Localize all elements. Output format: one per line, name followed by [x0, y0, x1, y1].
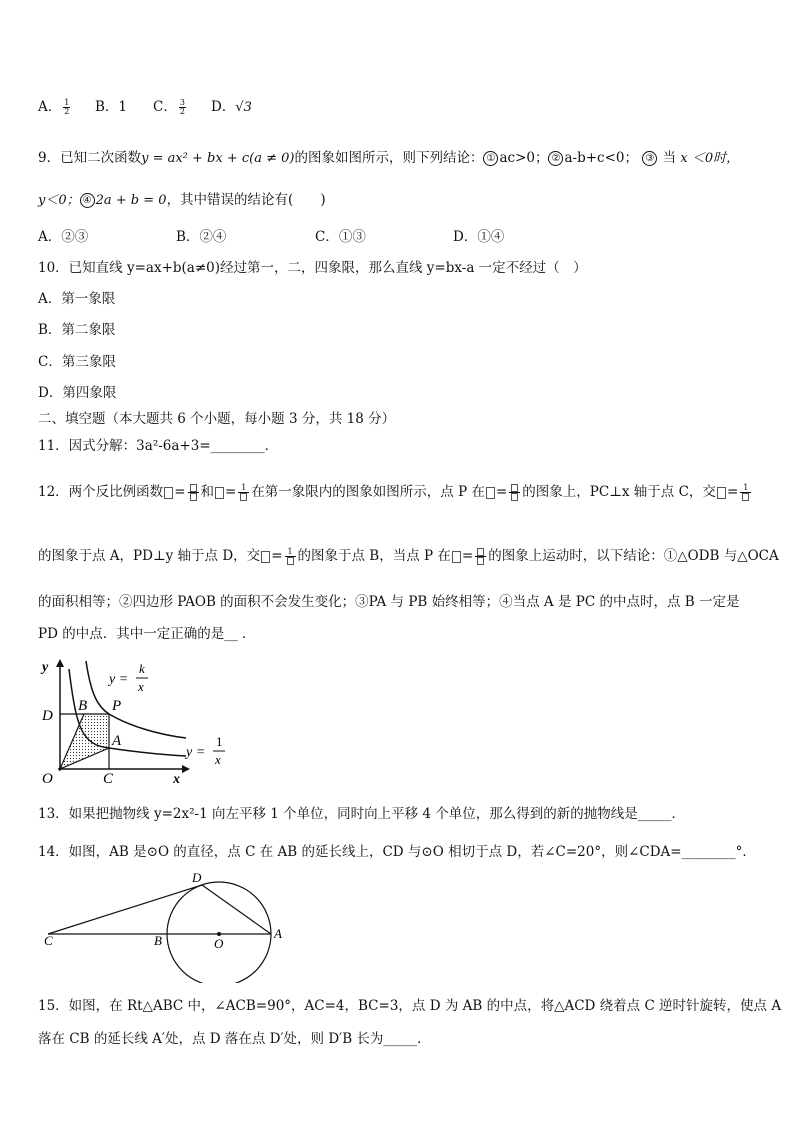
q9-option-d[interactable]: D．①④ [453, 229, 505, 245]
curve-k-lhs: y = [109, 672, 129, 687]
q10-option-a[interactable]: A．第一象限 [38, 291, 116, 307]
conclusion-3-marker: ③ [642, 151, 657, 166]
q8-option-d[interactable] [211, 97, 252, 118]
point-c-label: C [103, 771, 114, 785]
curve-1-lhs: y = [186, 745, 206, 760]
point-o-label: O [214, 936, 224, 951]
q8-option-c-label: C． [153, 99, 177, 115]
x-axis-arrow [182, 765, 190, 773]
point-b-label: B [154, 933, 162, 948]
tangent-cd [48, 885, 202, 934]
placeholder-glyph [164, 487, 173, 499]
q10-option-c[interactable]: C．第三象限 [38, 354, 116, 370]
q9-option-a[interactable]: A．②③ [38, 229, 89, 245]
chord-da [202, 885, 271, 934]
q12-line2: 的图象于点 A，PD⊥y 轴于点 D，交 = 1 的图象于点 B，当点 P 在 = 的图象上运动时，以下结论：①△ODB 与△OCA [38, 547, 779, 564]
q10-option-b[interactable]: B．第二象限 [38, 322, 116, 338]
q12-line1: 12．两个反比例函数 = 和 = 1 在第一象限内的图象如图所示，点 P 在 = 的图象上，PC⊥x 轴于点 C，交 = 1 [38, 482, 753, 502]
q9-option-c[interactable]: C．①③ [315, 229, 366, 245]
section-heading: 二、填空题（本大题共 6 个小题，每小题 3 分，共 18 分） [38, 411, 396, 427]
curve-1-den: x [215, 752, 221, 767]
point-c-label: C [44, 933, 53, 948]
q12-line3: 的面积相等；②四边形 PAOB 的面积不会发生变化；③PA 与 PB 始终相等；④当点 A 是 PC 的中点时，点 B 一定是 [38, 594, 740, 610]
q8-option-c-fraction: $\frac{3}{2}$ [179, 98, 185, 116]
curve-k-den: x [138, 679, 144, 694]
q11-text: 11．因式分解：3a²-6a+3=________． [38, 438, 279, 454]
q8-option-c[interactable] [153, 97, 188, 117]
q12-line4: PD 的中点．其中一定正确的是__ ． [38, 626, 256, 642]
point-a-label: A [274, 926, 282, 941]
y-axis-label: y [42, 660, 49, 675]
curve-1-num: 1 [216, 734, 223, 749]
conclusion-1-marker: ① [483, 151, 498, 166]
curve-k-num: k [139, 661, 145, 676]
origin-label: O [42, 771, 53, 785]
conclusion-2-marker: ② [548, 151, 563, 166]
q12-figure [36, 655, 236, 785]
q10-stem: 10．已知直线 y=ax+b(a≠0)经过第一，二，四象限，那么直线 y=bx-a 一定不经过（ ） [38, 260, 587, 276]
q14-figure [38, 868, 298, 983]
q13-text: 13．如果把抛物线 y=2x²-1 向左平移 1 个单位，同时向上平移 4 个单位，那么得到的新的抛物线是_____． [38, 806, 686, 822]
point-b-label: B [78, 698, 88, 714]
q9-option-b[interactable]: B．②④ [176, 229, 227, 245]
q8-option-a-fraction: $\frac{1}{2}$ [64, 98, 70, 116]
q9-stem-line2: y＜0； ④ 2a + b = 0，其中错误的结论有( ) [38, 192, 326, 208]
point-a-label: A [112, 733, 122, 749]
y-axis-arrow [56, 659, 64, 667]
point-p-label: P [112, 698, 122, 714]
q9-function: y = ax² + bx + c(a ≠ 0) [141, 151, 295, 166]
point-d-label: D [192, 870, 202, 885]
x-axis-label: x [173, 772, 180, 785]
point-d-label: D [42, 708, 53, 724]
q9-stem-line1: 9．已知二次函数y = ax² + bx + c(a ≠ 0)的图象如图所示，则下列结论： ① ac>0； ② a-b+c<0； ③ 当 x ＜0时， [38, 150, 740, 166]
q10-option-d[interactable]: D．第四象限 [38, 385, 117, 401]
q8-option-b[interactable]: B．1 [95, 99, 128, 115]
q15-line2: 落在 CB 的延长线 A′处，点 D 落在点 D′处，则 D′B 长为_____． [38, 1031, 431, 1047]
q8-option-d-sqrt: √3 [235, 100, 252, 115]
q8-option-a[interactable] [38, 97, 72, 117]
shaded-quadrilateral [60, 714, 109, 769]
q15-line1: 15．如图，在 Rt△ABC 中，∠ACB=90°，AC=4，BC=3，点 D 为 AB 的中点，将△ACD 绕着点 C 逆时针旋转，使点 A [38, 998, 782, 1014]
q8-option-d-label: D． [211, 99, 236, 115]
q14-text: 14．如图，AB 是⊙O 的直径，点 C 在 AB 的延长线上，CD 与⊙O 相切于点 D，若∠C=20°，则∠CDA=________°． [38, 844, 756, 860]
conclusion-4-marker: ④ [80, 193, 95, 208]
q8-option-a-label: A． [38, 99, 62, 115]
